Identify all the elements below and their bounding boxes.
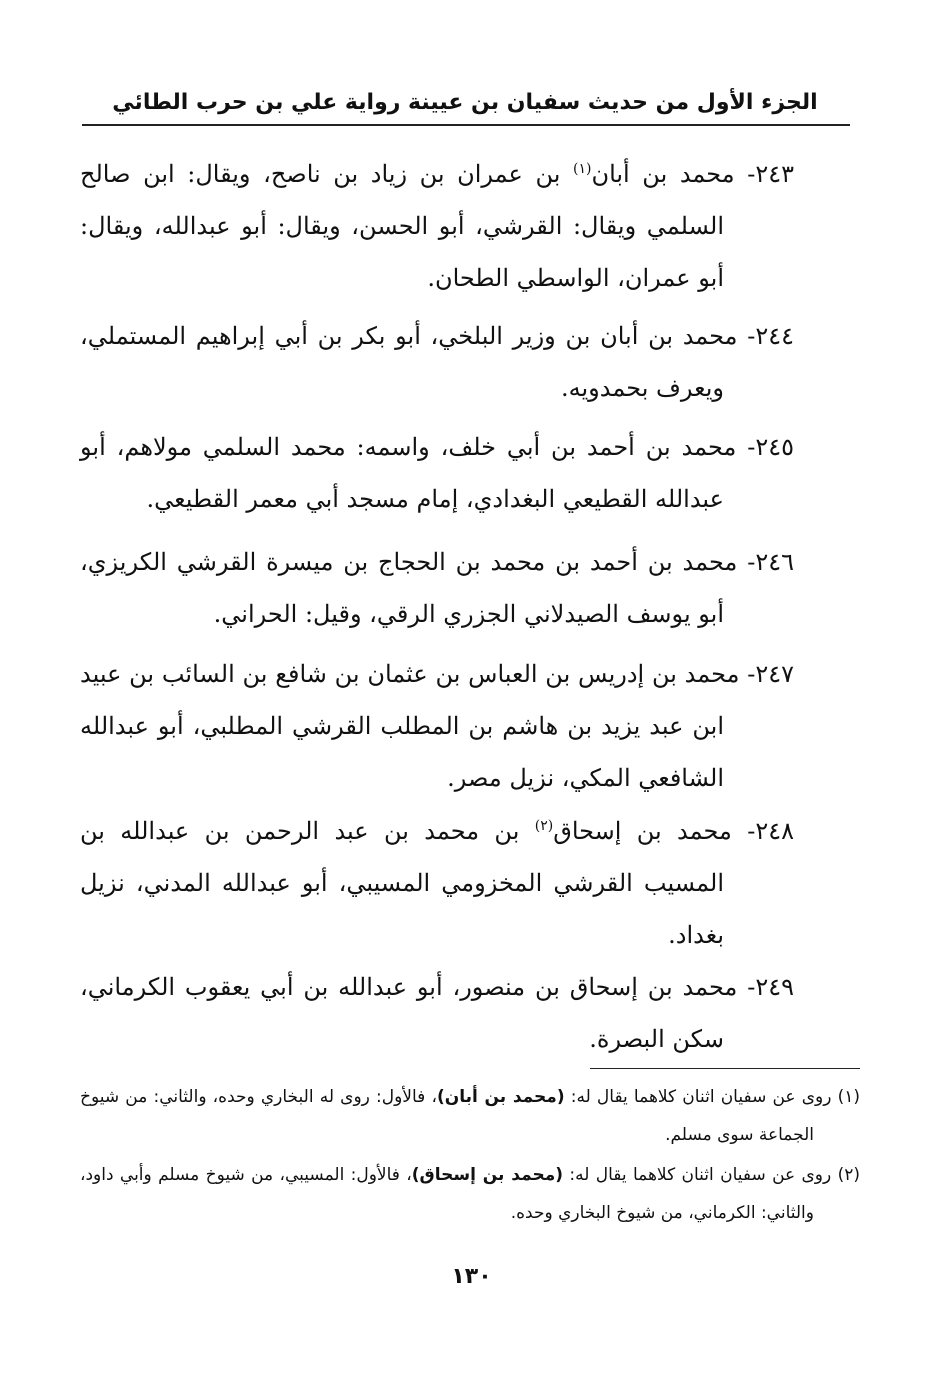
footnote-marker: (٢): [837, 1165, 860, 1185]
entry-text: بن عمران بن زياد بن ناصح، ويقال: ابن صالح السلمي ويقال: القرشي، أبو الحسن، ويقال: أبو عبدالله، ويقال: أبو عمران، الواسطي الطحان.: [80, 160, 724, 292]
entry-248: [80, 805, 794, 961]
entry-text: محمد بن إدريس بن العباس بن عثمان بن شافع بن السائب بن عبيد ابن عبد يزيد بن هاشم بن المطلب القرشي المطلبي، أبو عبدالله الشافعي المكي، نزيل مصر.: [80, 660, 748, 792]
entry-247: [80, 648, 794, 804]
entry-text: محمد بن أبان بن وزير البلخي، أبو بكر بن أبي إبراهيم المستملي، ويعرف بحمدويه.: [80, 322, 748, 402]
entry-text: محمد بن أحمد بن أبي خلف، واسمه: محمد السلمي مولاهم، أبو عبدالله القطيعي البغدادي، إمام مسجد أبي معمر القطيعي.: [80, 433, 748, 513]
footnote-1: (١) روى عن سفيان اثنان كلاهما يقال له: (محمد بن أبان)، فالأول: روى له البخاري وحده، والثاني: من شيوخ الجماعة سوى مسلم.: [80, 1087, 861, 1145]
page-number: ١٣٠: [451, 1264, 492, 1289]
entry-text: محمد بن إسحاق بن منصور، أبو عبدالله بن أبي يعقوب الكرماني، سكن البصرة.: [80, 973, 748, 1053]
entry-text: محمد بن إسحاق: [553, 817, 748, 845]
footnote-bold-name: (محمد بن أبان): [436, 1087, 565, 1107]
entry-244: [80, 310, 794, 414]
footnote-separator: [590, 1068, 860, 1069]
footnote-bold-name: (محمد بن إسحاق): [411, 1165, 564, 1185]
footnote-ref[interactable]: (١): [572, 161, 592, 177]
entry-249: [80, 961, 794, 1065]
footnote-2: (٢) روى عن سفيان اثنان كلاهما يقال له: (محمد بن إسحاق)، فالأول: المسيبي، من شيوخ مسلم وأبي داود، والثاني: الكرماني، من شيوخ البخاري وحده.: [80, 1165, 860, 1223]
entry-number: ٢٤٤-: [747, 322, 794, 350]
entry-text: محمد بن أحمد بن محمد بن الحجاج بن ميسرة القرشي الكريزي، أبو يوسف الصيدلاني الجزري الرقي، وقيل: الحراني.: [80, 548, 748, 628]
entry-246: [80, 536, 794, 640]
entry-245: [80, 421, 794, 525]
footnote-ref[interactable]: (٢): [534, 818, 554, 834]
running-header: الجزء الأول من حديث سفيان بن عيينة رواية علي بن حرب الطائي: [112, 90, 818, 115]
entry-number: ٢٤٥-: [747, 433, 794, 461]
entry-243: [80, 148, 794, 304]
header-rule: [82, 124, 850, 126]
entry-text: محمد بن أبان: [591, 160, 748, 188]
entry-number: ٢٤٣-: [747, 160, 794, 188]
entry-number: ٢٤٦-: [747, 548, 794, 576]
entry-number: ٢٤٧-: [747, 660, 794, 688]
footnote-marker: (١): [837, 1087, 861, 1107]
entry-number: ٢٤٩-: [747, 973, 794, 1001]
entry-number: ٢٤٨-: [747, 817, 795, 845]
entry-text: بن محمد بن عبد الرحمن بن عبدالله بن المسيب القرشي المخزومي المسيبي، أبو عبدالله المدني، نزيل بغداد.: [80, 817, 724, 949]
